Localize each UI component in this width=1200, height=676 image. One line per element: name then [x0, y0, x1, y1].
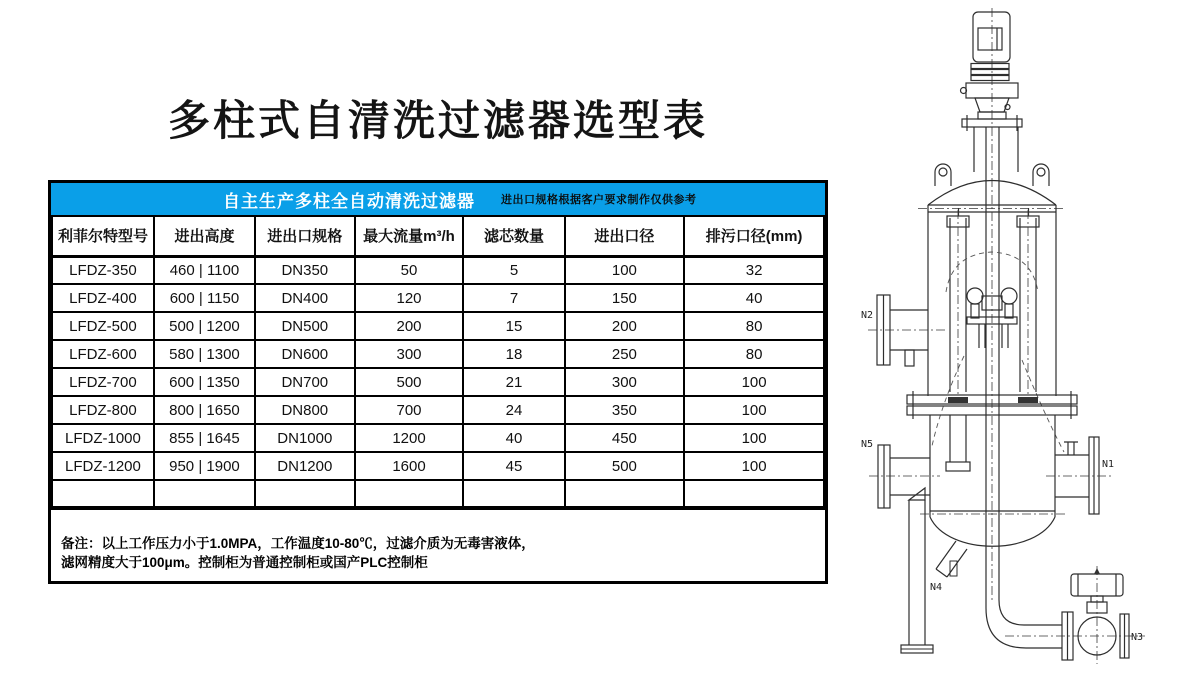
table-cell: 100	[684, 368, 824, 396]
empty-row	[52, 480, 824, 507]
spec-table-grid	[51, 215, 825, 508]
table-cell: DN400	[255, 284, 355, 312]
table-cell: LFDZ-350	[52, 256, 154, 284]
table-cell: 18	[463, 340, 564, 368]
column-header: 进出高度	[154, 216, 255, 256]
table-cell: 5	[463, 256, 564, 284]
column-header: 最大流量m³/h	[355, 216, 464, 256]
nozzle-n4	[936, 541, 967, 577]
nozzle-label-n3: N3	[1131, 632, 1144, 643]
table-row	[52, 312, 824, 340]
table-cell: 300	[355, 340, 464, 368]
column-header: 进出口径	[565, 216, 685, 256]
table-cell: LFDZ-400	[52, 284, 154, 312]
table-cell: LFDZ-1200	[52, 452, 154, 480]
table-cell: 500	[565, 452, 685, 480]
table-cell: 40	[684, 284, 824, 312]
lower-shell	[920, 415, 1065, 546]
table-row	[52, 256, 824, 284]
notes-block	[51, 508, 825, 581]
nozzle-label-n2: N2	[861, 310, 874, 321]
table-cell: 200	[565, 312, 685, 340]
center-shaft	[986, 127, 999, 608]
empty-cell	[463, 480, 564, 507]
table-cell: 855 | 1645	[154, 424, 255, 452]
table-cell: LFDZ-1000	[52, 424, 154, 452]
table-cell: DN500	[255, 312, 355, 340]
empty-cell	[684, 480, 824, 507]
column-header: 滤芯数量	[463, 216, 564, 256]
table-cell: 700	[355, 396, 464, 424]
nozzle-n1	[1046, 437, 1115, 514]
table-cell: 50	[355, 256, 464, 284]
table-row	[52, 424, 824, 452]
table-blue-band	[51, 183, 825, 215]
table-cell: LFDZ-700	[52, 368, 154, 396]
column-header: 排污口径(mm)	[684, 216, 824, 256]
table-cell: 7	[463, 284, 564, 312]
table-cell: 40	[463, 424, 564, 452]
table-cell: 15	[463, 312, 564, 340]
filter-assembly-drawing	[855, 0, 1175, 676]
table-cell: 500	[355, 368, 464, 396]
band-title: 自主生产多柱全自动清洗过滤器	[223, 191, 475, 211]
nozzle-n5	[869, 445, 940, 508]
table-cell: 24	[463, 396, 564, 424]
table-row	[52, 452, 824, 480]
page-title: 多柱式自清洗过滤器选型表	[167, 97, 708, 144]
table-cell: 580 | 1300	[154, 340, 255, 368]
table-cell: 100	[684, 396, 824, 424]
table-cell: 600 | 1350	[154, 368, 255, 396]
table-cell: 100	[684, 424, 824, 452]
note-line: 备注：以上工作压力小于1.0MPA，工作温度10-80℃，过滤介质为无毒害液体，	[61, 535, 535, 551]
table-cell: 950 | 1900	[154, 452, 255, 480]
nozzle-label-n4: N4	[930, 582, 943, 593]
table-cell: 21	[463, 368, 564, 396]
empty-cell	[52, 480, 154, 507]
table-cell: 450	[565, 424, 685, 452]
table-cell: DN1000	[255, 424, 355, 452]
table-cell: DN800	[255, 396, 355, 424]
table-cell: LFDZ-500	[52, 312, 154, 340]
table-cell: 80	[684, 312, 824, 340]
table-cell: 600 | 1150	[154, 284, 255, 312]
table-row	[52, 368, 824, 396]
nozzle-n2	[868, 295, 946, 366]
empty-cell	[355, 480, 464, 507]
table-cell: 100	[565, 256, 685, 284]
table-cell: 800 | 1650	[154, 396, 255, 424]
table-cell: 150	[565, 284, 685, 312]
nozzle-label-n5: N5	[861, 439, 874, 450]
table-cell: LFDZ-600	[52, 340, 154, 368]
table-cell: 100	[684, 452, 824, 480]
table-cell: 80	[684, 340, 824, 368]
support-leg	[901, 488, 933, 653]
table-cell: 1200	[355, 424, 464, 452]
table-cell: 45	[463, 452, 564, 480]
column-header: 进出口规格	[255, 216, 355, 256]
table-row	[52, 396, 824, 424]
table-cell: 1600	[355, 452, 464, 480]
table-cell: 300	[565, 368, 685, 396]
empty-cell	[565, 480, 685, 507]
table-row	[52, 340, 824, 368]
band-note: 进出口规格根据客户要求制作仅供参考	[501, 194, 697, 206]
table-row	[52, 284, 824, 312]
gearbox-icon	[961, 83, 1023, 172]
note-line: 滤网精度大于100μm。控制柜为普通控制柜或国产PLC控制柜	[61, 555, 428, 571]
empty-cell	[154, 480, 255, 507]
table-cell: DN600	[255, 340, 355, 368]
table-cell: 250	[565, 340, 685, 368]
table-cell: 460 | 1100	[154, 256, 255, 284]
table-cell: 200	[355, 312, 464, 340]
table-cell: 500 | 1200	[154, 312, 255, 340]
column-header: 利菲尔特型号	[52, 216, 154, 256]
spec-table	[48, 180, 828, 584]
nozzle-label-n1: N1	[1102, 459, 1115, 470]
table-cell: DN1200	[255, 452, 355, 480]
empty-cell	[255, 480, 355, 507]
table-cell: LFDZ-800	[52, 396, 154, 424]
valve-n3	[1062, 568, 1129, 660]
table-cell: DN350	[255, 256, 355, 284]
motor-icon	[971, 12, 1010, 81]
table-header-row	[52, 216, 824, 256]
table-cell: 120	[355, 284, 464, 312]
table-cell: 32	[684, 256, 824, 284]
table-body	[52, 256, 824, 507]
drain-pipe	[986, 566, 1145, 664]
table-cell: 350	[565, 396, 685, 424]
table-cell: DN700	[255, 368, 355, 396]
